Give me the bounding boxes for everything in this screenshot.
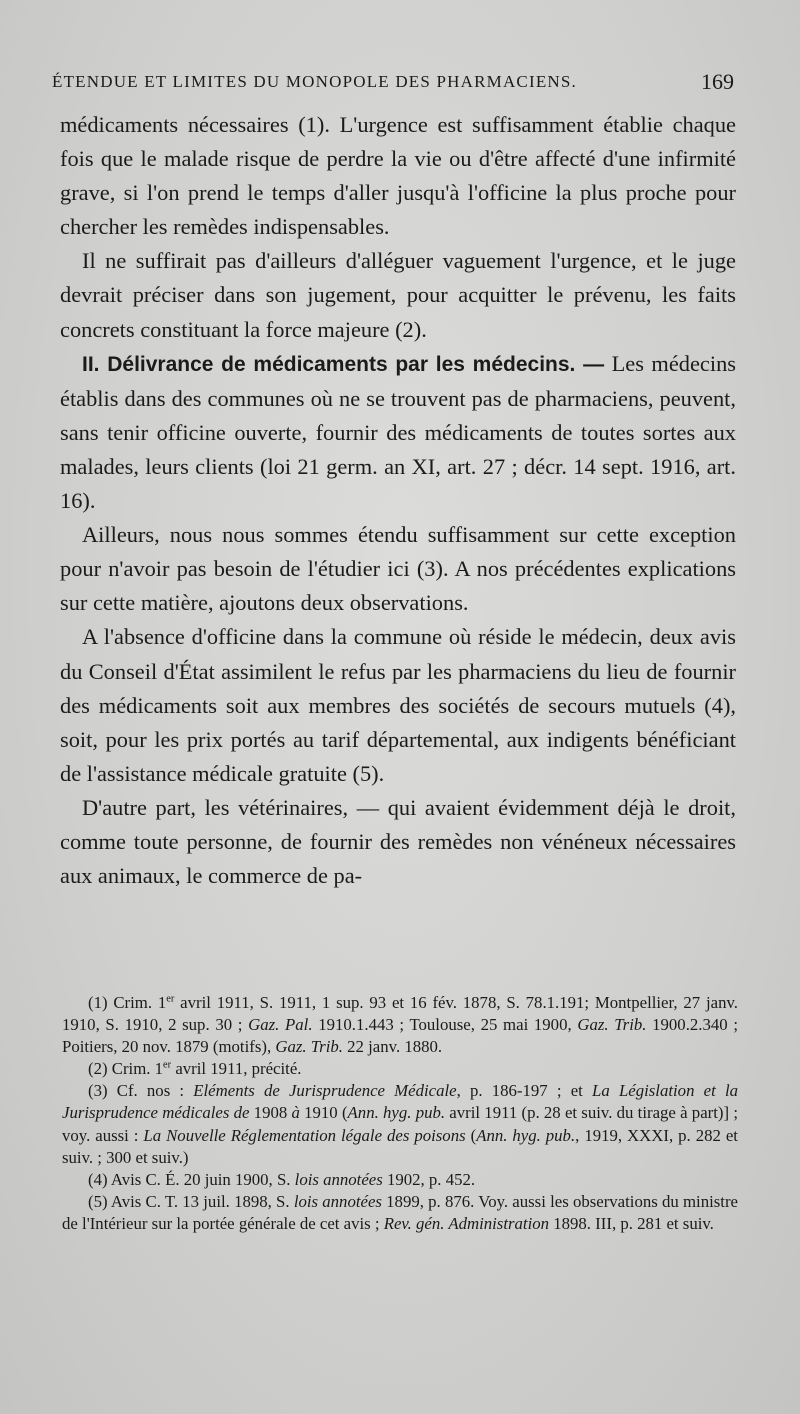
paragraph-3-text: Les médecins établis dans des communes où ne se trouvent pas de pharmaciens, peuvent, sans tenir officine ouverte, fournir des médicaments de toutes sortes aux malades, leurs clients (loi 21 germ. an XI, art. 27 ; décr. 14 sept. 1916, art. 16). [60,350,736,514]
paragraph-3 [60,347,736,518]
footnote-3-italic: Ann. hyg. pub. [347,1103,446,1123]
footnote-3-italic: La Nouvelle Réglementation légale des poisons [143,1125,466,1145]
paragraph-1: médicaments nécessaires (1). L'urgence est suffisamment établie chaque fois que le malade risque de perdre la vie ou d'être affecté d'une infirmité grave, si l'on prend le temps d'aller jusqu'à l'officine la plus proche pour chercher les remèdes indispensables. [60,112,736,240]
footnote-5 [62,1191,738,1235]
footnote-3-text: , 1919, XXXI, p. 282 et suiv. ; 300 et suiv.) [62,1125,738,1167]
footnote-3-text: 1908 [249,1103,292,1123]
footnote-2-text: avril 1911, précité. [171,1059,302,1079]
footnote-1-italic: Gaz. Trib. [275,1037,343,1057]
footnote-5-text: 1899, p. 876. Voy. aussi les observations du ministre de l'Intérieur sur la portée générale de cet avis ; [62,1191,738,1233]
footnote-3-text: (3) Cf. nos : [88,1081,194,1101]
footnote-3-italic: Eléments de Jurisprudence Médicale [193,1081,457,1101]
footnote-4-text: (4) Avis C. É. 20 juin 1900, S. [88,1169,295,1189]
footnote-3-italic: La Législation et la Jurisprudence médicales de [62,1081,738,1123]
footnote-1-text: 22 janv. 1880. [342,1037,443,1057]
footnotes [62,992,738,1235]
paragraph-6: D'autre part, les vétérinaires, — qui avaient évidemment déjà le droit, comme toute personne, de fournir des remèdes non vénéneux nécessaires aux animaux, le commerce de pa- [60,794,736,889]
footnote-5-italic: Rev. gén. Administration [383,1213,550,1233]
footnote-3-text: avril 1911 (p. 28 et suiv. du tirage à part)] ; voy. aussi : [62,1103,738,1145]
footnote-1-text: avril 1911, S. 1911, 1 sup. 93 et 16 fév. 1878, S. 78.1.191; Montpellier, 27 janv. 1910, S. 1910, 2 sup. 30 ; [62,993,738,1035]
section-heading: II. Délivrance de médicaments par les médecins. — [82,352,605,376]
footnote-5-text: (5) Avis C. T. 13 juil. 1898, S. [88,1191,294,1211]
paragraph-5: A l'absence d'officine dans la commune où réside le médecin, deux avis du Conseil d'État assimilent le refus par les pharmaciens du lieu de fournir des médicaments soit aux membres des sociétés de secours mutuels (4), soit, pour les prix portés au tarif départemental, aux indigents bénéficiant de l'assistance médicale gratuite (5). [60,624,736,786]
footnote-4 [62,1169,738,1191]
footnote-2-text: (2) Crim. 1 [88,1059,164,1079]
footnote-5-italic: lois annotées [293,1191,382,1211]
footnote-3-text: , p. 186-197 ; et [456,1081,593,1101]
footnote-5-text: 1898. III, p. 281 et suiv. [549,1213,714,1233]
footnote-3-italic: à [291,1103,300,1123]
page-number: 169 [701,69,734,94]
footnote-3-text: ( [465,1125,477,1145]
footnote-1-text: 1900.2.340 ; Poitiers, 20 nov. 1879 (motifs), [62,1015,738,1057]
footnote-1 [62,992,738,1058]
running-head-title: ÉTENDUE ET LIMITES DU MONOPOLE DES PHARMACIENS. [52,72,577,91]
paragraph-4: Ailleurs, nous nous sommes étendu suffisamment sur cette exception pour n'avoir pas besoin de l'étudier ici (3). A nos précédentes explications sur cette matière, ajoutons deux observations. [60,522,736,616]
footnote-1-sup: er [166,993,175,1005]
footnote-3-text: 1910 ( [299,1103,348,1123]
footnote-4-text: 1902, p. 452. [382,1169,476,1189]
footnote-1-text: 1910.1.443 ; Toulouse, 25 mai 1900, [312,1015,578,1035]
footnote-1-italic: Gaz. Trib. [577,1015,647,1035]
footnote-3 [62,1080,738,1168]
running-head [52,69,742,94]
footnote-2 [62,1058,738,1080]
footnote-1-text: (1) Crim. 1 [88,993,167,1012]
footnote-4-italic: lois annotées [294,1169,383,1189]
paragraph-2: Il ne suffirait pas d'ailleurs d'alléguer vaguement l'urgence, et le juge devrait préciser dans son jugement, pour acquitter le prévenu, les faits concrets constituant la force majeure (2). [60,248,736,342]
footnote-3-italic: Ann. hyg. pub. [476,1125,576,1145]
footnote-2-sup: er [163,1059,172,1071]
main-text [60,108,736,893]
footnote-1-italic: Gaz. Pal. [248,1015,313,1035]
